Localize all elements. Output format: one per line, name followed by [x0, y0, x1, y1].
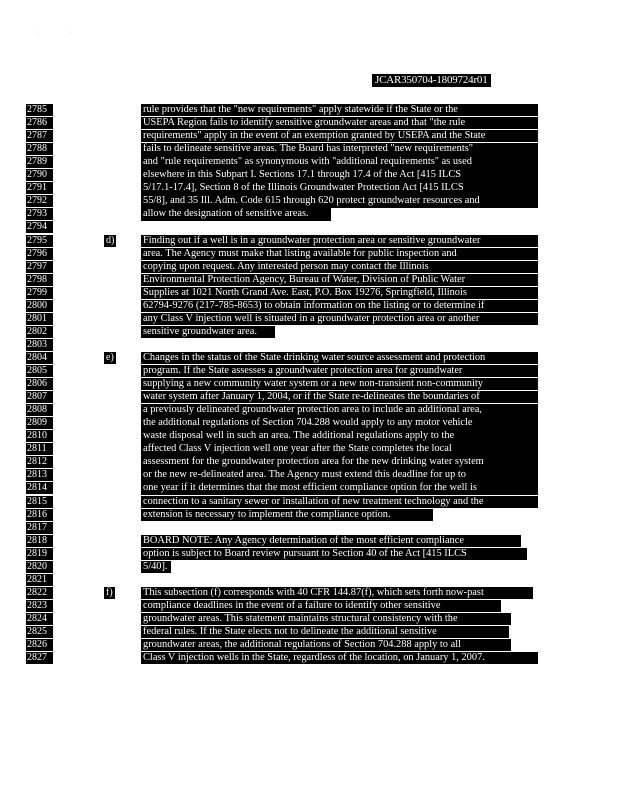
line-number: 2797 [26, 261, 53, 273]
line-number: 2787 [26, 130, 53, 142]
document-line [0, 352, 618, 364]
line-number: 2785 [26, 104, 53, 116]
line-number: 2812 [26, 456, 53, 468]
document-line [0, 156, 618, 168]
line-number: 2798 [26, 274, 53, 286]
document-line [0, 522, 618, 534]
line-number: 2825 [26, 626, 53, 638]
line-text: groundwater areas, the additional regulations of Section 704.288 apply to all [141, 639, 511, 651]
line-text: water system after January 1, 2004, or if the State re-delineates the boundaries of [141, 391, 538, 403]
line-number: 2800 [26, 300, 53, 312]
line-text: federal rules. If the State elects not to delineate the additional sensitive [141, 626, 509, 638]
line-number: 2809 [26, 417, 53, 429]
document-id: JCAR350704-1809724r01 [372, 74, 491, 87]
document-line [0, 208, 618, 220]
line-number: 2821 [26, 574, 53, 586]
line-text: or the new re-delineated area. The Agency must extend this deadline for up to [141, 469, 538, 481]
line-number: 2803 [26, 339, 53, 351]
line-number: 2816 [26, 509, 53, 521]
line-text: one year if it determines that the most efficient compliance option for the well is [141, 482, 538, 494]
line-number: 2788 [26, 143, 53, 155]
line-text: groundwater areas. This statement maintains structural consistency with the [141, 613, 511, 625]
line-text: 55/8], and 35 Ill. Adm. Code 615 through 620 protect groundwater resources and [141, 195, 538, 207]
document-line [0, 443, 618, 455]
line-text: and "rule requirements" as synonymous with "additional requirements" as used [141, 156, 538, 168]
line-number: 2789 [26, 156, 53, 168]
subsection-marker: d) [106, 234, 115, 246]
line-number: 2817 [26, 522, 53, 534]
line-number: 2823 [26, 600, 53, 612]
line-number: 2804 [26, 352, 53, 364]
document-line [0, 456, 618, 468]
line-text: extension is necessary to implement the compliance option. [141, 509, 433, 521]
line-text: assessment for the groundwater protection area for the new drinking water system [141, 456, 538, 468]
line-number: 2815 [26, 496, 53, 508]
document-line [0, 169, 618, 181]
document-line [0, 287, 618, 299]
line-number: 2807 [26, 391, 53, 403]
line-number: 2810 [26, 430, 53, 442]
document-line [0, 430, 618, 442]
line-number: 2791 [26, 182, 53, 194]
document-line [0, 587, 618, 599]
line-text: Changes in the status of the State drinking water source assessment and protection [141, 352, 538, 364]
document-line [0, 548, 618, 560]
document-line [0, 117, 618, 129]
document-line [0, 561, 618, 573]
line-text: allow the designation of sensitive areas. [141, 208, 331, 220]
line-text: elsewhere in this Subpart I. Sections 17.1 through 17.4 of the Act [415 ILCS [141, 169, 538, 181]
document-line [0, 496, 618, 508]
document-line [0, 574, 618, 586]
line-text: any Class V injection well is situated in a groundwater protection area or another [141, 313, 538, 325]
line-text: the additional regulations of Section 704.288 would apply to any motor vehicle [141, 417, 538, 429]
line-number: 2808 [26, 404, 53, 416]
line-text: fails to delineate sensitive areas. The Board has interpreted "new requirements" [141, 143, 538, 155]
line-text: USEPA Region fails to identify sensitive groundwater areas and that "the rule [141, 117, 538, 129]
line-number: 2796 [26, 248, 53, 260]
line-text: Environmental Protection Agency, Bureau of Water, Division of Public Water [141, 274, 538, 286]
document-line [0, 417, 618, 429]
line-text: This subsection (f) corresponds with 40 CFR 144.87(f), which sets forth now-past [141, 587, 533, 599]
line-text: compliance deadlines in the event of a failure to identify other sensitive [141, 600, 501, 612]
line-text: copying upon request. Any interested person may contact the Illinois [141, 261, 538, 273]
line-text: 62794-9276 (217-785-8653) to obtain information on the listing or to determine if [141, 300, 538, 312]
document-line [0, 195, 618, 207]
line-text: sensitive groundwater area. [141, 326, 275, 338]
line-text: option is subject to Board review pursuant to Section 40 of the Act [415 ILCS [141, 548, 527, 560]
document-line [0, 326, 618, 338]
line-number: 2805 [26, 365, 53, 377]
line-text: supplying a new community water system or a new non-transient non-community [141, 378, 538, 390]
line-number: 2822 [26, 587, 53, 599]
document-line [0, 535, 618, 547]
line-number: 2795 [26, 235, 53, 247]
document-line [0, 469, 618, 481]
line-number: 2806 [26, 378, 53, 390]
line-text: connection to a sanitary sewer or installation of new treatment technology and the [141, 496, 538, 508]
line-number: 2792 [26, 195, 53, 207]
document-line [0, 182, 618, 194]
document-line [0, 274, 618, 286]
document-line [0, 639, 618, 651]
document-line [0, 339, 618, 351]
document-line [0, 235, 618, 247]
line-text: rule provides that the "new requirements" apply statewide if the State or the [141, 104, 538, 116]
line-number: 2819 [26, 548, 53, 560]
document-line [0, 300, 618, 312]
document-line [0, 600, 618, 612]
line-number: 2793 [26, 208, 53, 220]
line-text: Class V injection wells in the State, regardless of the location, on January 1, 2007. [141, 652, 538, 664]
document-line [0, 313, 618, 325]
document-line [0, 404, 618, 416]
document-line [0, 613, 618, 625]
line-text: 5/40]. [141, 561, 171, 573]
line-number: 2802 [26, 326, 53, 338]
subsection-marker: e) [106, 351, 114, 363]
line-number: 2813 [26, 469, 53, 481]
line-text: Supplies at 1021 North Grand Ave. East, P.O. Box 19276, Springfield, Illinois [141, 287, 538, 299]
line-text: Finding out if a well is in a groundwater protection area or sensitive groundwater [141, 235, 538, 247]
document-line [0, 143, 618, 155]
line-text: requirements" apply in the event of an exemption granted by USEPA and the State [141, 130, 538, 142]
document-line [0, 391, 618, 403]
document-line [0, 626, 618, 638]
scan-speckle: · [70, 30, 72, 36]
line-number: 2811 [26, 443, 53, 455]
document-line [0, 104, 618, 116]
document-line [0, 365, 618, 377]
document-line [0, 221, 618, 233]
line-text: BOARD NOTE: Any Agency determination of the most efficient compliance [141, 535, 521, 547]
line-text: affected Class V injection well one year after the State completes the local [141, 443, 538, 455]
document-line [0, 482, 618, 494]
document-line [0, 248, 618, 260]
document-line [0, 509, 618, 521]
line-text: 5/17.1-17.4], Section 8 of the Illinois Groundwater Protection Act [415 ILCS [141, 182, 538, 194]
line-number: 2799 [26, 287, 53, 299]
document-line [0, 652, 618, 664]
line-number: 2820 [26, 561, 53, 573]
line-number: 2827 [26, 652, 53, 664]
line-number: 2826 [26, 639, 53, 651]
line-text: waste disposal well in such an area. The additional regulations apply to the [141, 430, 538, 442]
line-number: 2790 [26, 169, 53, 181]
line-number: 2801 [26, 313, 53, 325]
document-line [0, 130, 618, 142]
line-number: 2786 [26, 117, 53, 129]
line-number: 2818 [26, 535, 53, 547]
document-line [0, 261, 618, 273]
line-number: 2824 [26, 613, 53, 625]
line-number: 2794 [26, 221, 53, 233]
subsection-marker: f) [106, 586, 113, 598]
document-line [0, 378, 618, 390]
line-text: area. The Agency must make that listing available for public inspection and [141, 248, 538, 260]
line-text: a previously delineated groundwater protection area to include an additional area, [141, 404, 538, 416]
scan-speckle: · [36, 30, 38, 36]
line-number: 2814 [26, 482, 53, 494]
line-text: program. If the State assesses a groundwater protection area for groundwater [141, 365, 538, 377]
